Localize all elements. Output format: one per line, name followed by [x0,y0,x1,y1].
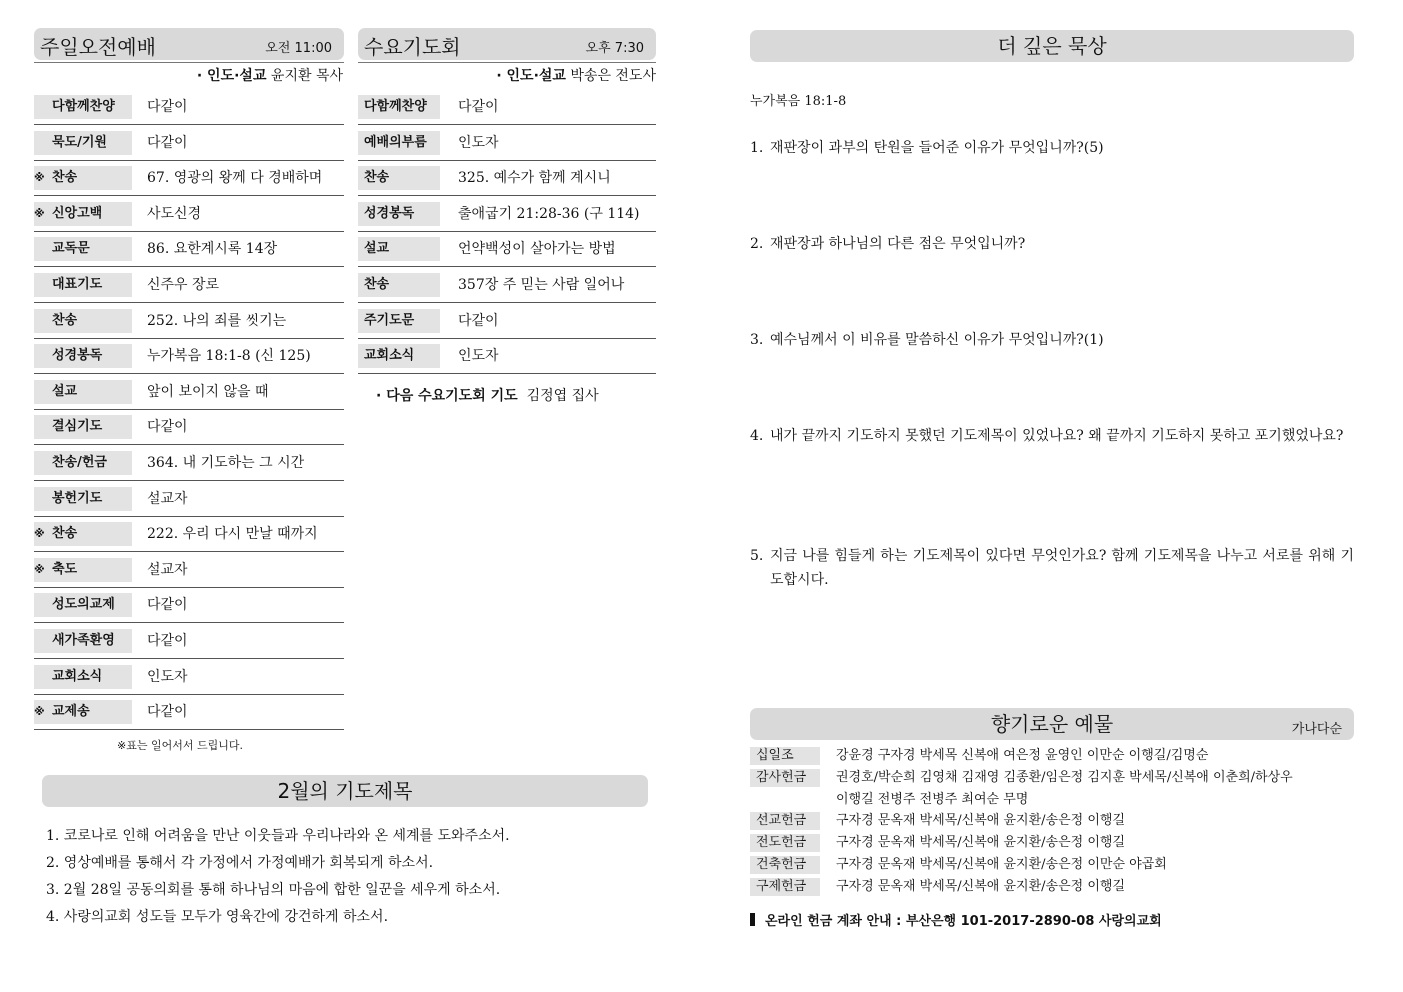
account-text: 온라인 헌금 계좌 안내 : 부산은행 101-2017-2890-08 사랑의교회 [765,914,1162,929]
sunday-header [34,28,344,60]
order-label: 대표기도 [34,273,132,297]
order-label: 설교 [34,380,132,404]
order-value: 다같이 [147,633,188,649]
sunday-order-row [34,232,344,267]
order-value: 인도자 [458,348,499,365]
order-value: 325. 예수가 함께 계시니 [458,170,611,187]
order-label: 결심기도 [34,415,132,439]
order-value: 사도신경 [147,205,202,222]
prayer-item: 1. 코로나로 인해 어려움을 만난 이웃들과 우리나라와 온 세계를 도와주소서. [46,828,510,844]
order-value: 다같이 [147,419,188,436]
order-value: 인도자 [458,134,499,151]
prayer-header [42,775,648,807]
order-value: 언약백성이 살아가는 방법 [458,241,616,258]
question-text: 재판장과 하나님의 다른 점은 무엇입니까? [770,236,1026,252]
order-label: 설교 [358,237,440,261]
wednesday-title: 수요기도회 [364,35,461,59]
prayer-item: 3. 2월 28일 공동의회를 통해 하나님의 마음에 합한 일꾼을 세우게 하소서. [46,882,501,898]
order-label: 교회소식 [358,344,440,368]
order-label: 교제송 [34,700,132,724]
order-value: 인도자 [147,668,188,685]
order-label: 성경봉독 [34,344,132,368]
sunday-order-row [34,482,344,517]
order-label: 성도의교제 [34,593,132,617]
sunday-leader-label: · 인도·설교 [196,68,267,84]
sunday-leader [197,65,343,85]
question-text: 내가 끝까지 기도하지 못했던 기도제목이 있었나요? 왜 끝까지 기도하지 못하고 포기했었나요? [770,428,1344,444]
sunday-order-row [34,375,344,410]
sunday-order-row [34,446,344,481]
order-value: 86. 요한계시록 14장 [147,241,278,258]
order-label: 교독문 [34,237,132,261]
order-label: 교회소식 [34,665,132,689]
wednesday-leader [496,65,656,85]
order-label: 새가족환영 [34,629,132,653]
sunday-title: 주일오전예배 [40,35,156,59]
bullet-bar-icon [750,913,755,926]
wednesday-order-row [358,339,656,374]
order-value: 364. 내 기도하는 그 시간 [147,455,305,471]
offering-order-note: 가나다순 [1291,722,1342,737]
sunday-leader-name: 윤지환 목사 [270,68,343,84]
wednesday-leader-name: 박송은 전도사 [570,68,656,84]
question-number: 2. [750,236,764,252]
order-label: 찬송 [34,166,132,190]
offering-header [750,708,1354,740]
offering-names: 이행길 전병주 전병주 최여순 무명 [836,791,1029,807]
online-account-info [750,910,1162,929]
sunday-order-row [34,588,344,623]
sunday-order-row [34,695,344,730]
prayer-title: 2월의 기도제목 [277,779,413,803]
offering-label: 선교헌금 [750,812,820,830]
sunday-order-row [34,90,344,125]
question-text: 예수님께서 이 비유를 말씀하신 이유가 무엇입니까?(1) [770,332,1104,348]
wednesday-order-row [358,197,656,232]
offering-label: 감사헌금 [750,769,820,787]
offering-label: 건축헌금 [750,856,820,874]
order-value: 252. 나의 죄를 씻기는 [147,312,287,329]
sunday-order-row [34,197,344,232]
sunday-order-row [34,161,344,196]
meditation-header [750,30,1354,62]
meditation-question [750,328,1354,352]
meditation-question [750,544,1354,592]
order-value: 신주우 장로 [147,277,220,293]
question-number: 1. [750,140,764,156]
standing-mark: ※ [34,705,45,719]
order-label: 주기도문 [358,309,440,333]
order-label: 찬송/헌금 [34,451,132,475]
order-value: 다같이 [147,134,188,151]
order-label: 찬송 [34,522,132,546]
order-label: 묵도/기원 [34,131,132,155]
offering-names: 구자경 문옥재 박세목/신복애 윤지환/송은정 이행길 [836,835,1126,851]
next-wednesday-label: · 다음 수요기도회 기도 [376,388,518,404]
wednesday-order-row [358,268,656,303]
order-label: 축도 [34,558,132,582]
order-value: 누가복음 18:1-8 (신 125) [147,348,311,365]
order-value: 222. 우리 다시 만날 때까지 [147,526,318,543]
order-value: 출애굽기 21:28-36 (구 114) [458,205,640,222]
offering-label: 전도헌금 [750,834,820,852]
sunday-order-row [34,268,344,303]
sunday-time: 오전 11:00 [265,41,332,56]
order-label: 찬송 [34,309,132,333]
wednesday-header-rule [358,62,656,63]
order-value: 앞이 보이지 않을 때 [147,383,269,400]
meditation-question [750,136,1354,160]
wednesday-leader-label: · 인도·설교 [496,68,566,84]
offering-names: 강윤경 구자경 박세목 신복애 여은정 윤영인 이만순 이행길/김명순 [836,748,1209,763]
order-value: 다같이 [458,99,499,115]
offering-label: 십일조 [750,747,820,765]
wednesday-order-row [358,126,656,161]
offering-names: 구자경 문옥재 박세목/신복애 윤지환/송은정 이만순 야곱회 [836,857,1167,872]
row-rule [358,373,656,374]
wednesday-order-row [358,90,656,125]
question-text: 재판장이 과부의 탄원을 들어준 이유가 무엇입니까?(5) [770,140,1104,156]
standing-mark: ※ [34,562,45,576]
offering-label: 구제헌금 [750,878,820,896]
offering-names: 구자경 문옥재 박세목/신복애 윤지환/송은정 이행길 [836,878,1126,894]
sunday-order-row [34,410,344,445]
meditation-title: 더 깊은 묵상 [997,34,1107,58]
sunday-order-row [34,624,344,659]
sunday-order-row [34,304,344,339]
standing-note: ※표는 일어서서 드립니다. [117,739,243,752]
question-number: 3. [750,332,764,348]
sunday-order-row [34,126,344,161]
order-value: 설교자 [147,561,188,578]
sunday-header-rule [34,62,344,63]
meditation-passage: 누가복음 18:1-8 [750,94,847,109]
order-value: 67. 영광의 왕께 다 경배하며 [147,170,323,187]
order-label: 다함께찬양 [34,95,132,119]
sunday-order-row [34,660,344,695]
order-label: 찬송 [358,273,440,297]
order-value: 설교자 [147,490,188,507]
wednesday-time: 오후 7:30 [585,41,644,56]
question-text: 지금 나를 힘들게 하는 기도제목이 있다면 무엇인가요? 함께 기도제목을 나누고 서로를 위해 기도합시다. [770,548,1354,588]
offering-names: 구자경 문옥재 박세목/신복애 윤지환/송은정 이행길 [836,813,1126,829]
wednesday-header [358,28,656,60]
prayer-item: 2. 영상예배를 통해서 각 가정에서 가정예배가 회복되게 하소서. [46,855,434,871]
order-label: 다함께찬양 [358,95,440,119]
order-label: 봉헌기도 [34,487,132,511]
wednesday-order-row [358,161,656,196]
offering-names: 권경호/박순희 김영채 김재영 김종환/임은정 김지훈 박세목/신복애 이춘희/하상우 [836,769,1293,785]
row-rule [34,729,344,730]
order-label: 신앙고백 [34,202,132,226]
order-label: 찬송 [358,166,440,190]
order-label: 예배의부름 [358,131,440,155]
wednesday-order-row [358,232,656,267]
question-number: 5. [750,548,764,564]
standing-mark: ※ [34,527,45,541]
order-value: 357장 주 믿는 사람 일어나 [458,277,625,293]
meditation-question [750,232,1354,256]
order-value: 다같이 [458,312,499,329]
meditation-question [750,424,1354,448]
next-wednesday-prayer [376,385,599,405]
prayer-item: 4. 사랑의교회 성도들 모두가 영육간에 강건하게 하소서. [46,909,389,925]
order-value: 다같이 [147,704,188,721]
order-value: 다같이 [147,99,188,115]
sunday-order-row [34,339,344,374]
question-number: 4. [750,428,764,444]
wednesday-order-row [358,304,656,339]
standing-mark: ※ [34,206,45,220]
standing-mark: ※ [34,171,45,185]
offering-title: 향기로운 예물 [990,712,1114,736]
order-value: 다같이 [147,597,188,614]
order-label: 성경봉독 [358,202,440,226]
sunday-order-row [34,517,344,552]
sunday-order-row [34,553,344,588]
next-wednesday-name: 김정엽 집사 [526,388,599,404]
